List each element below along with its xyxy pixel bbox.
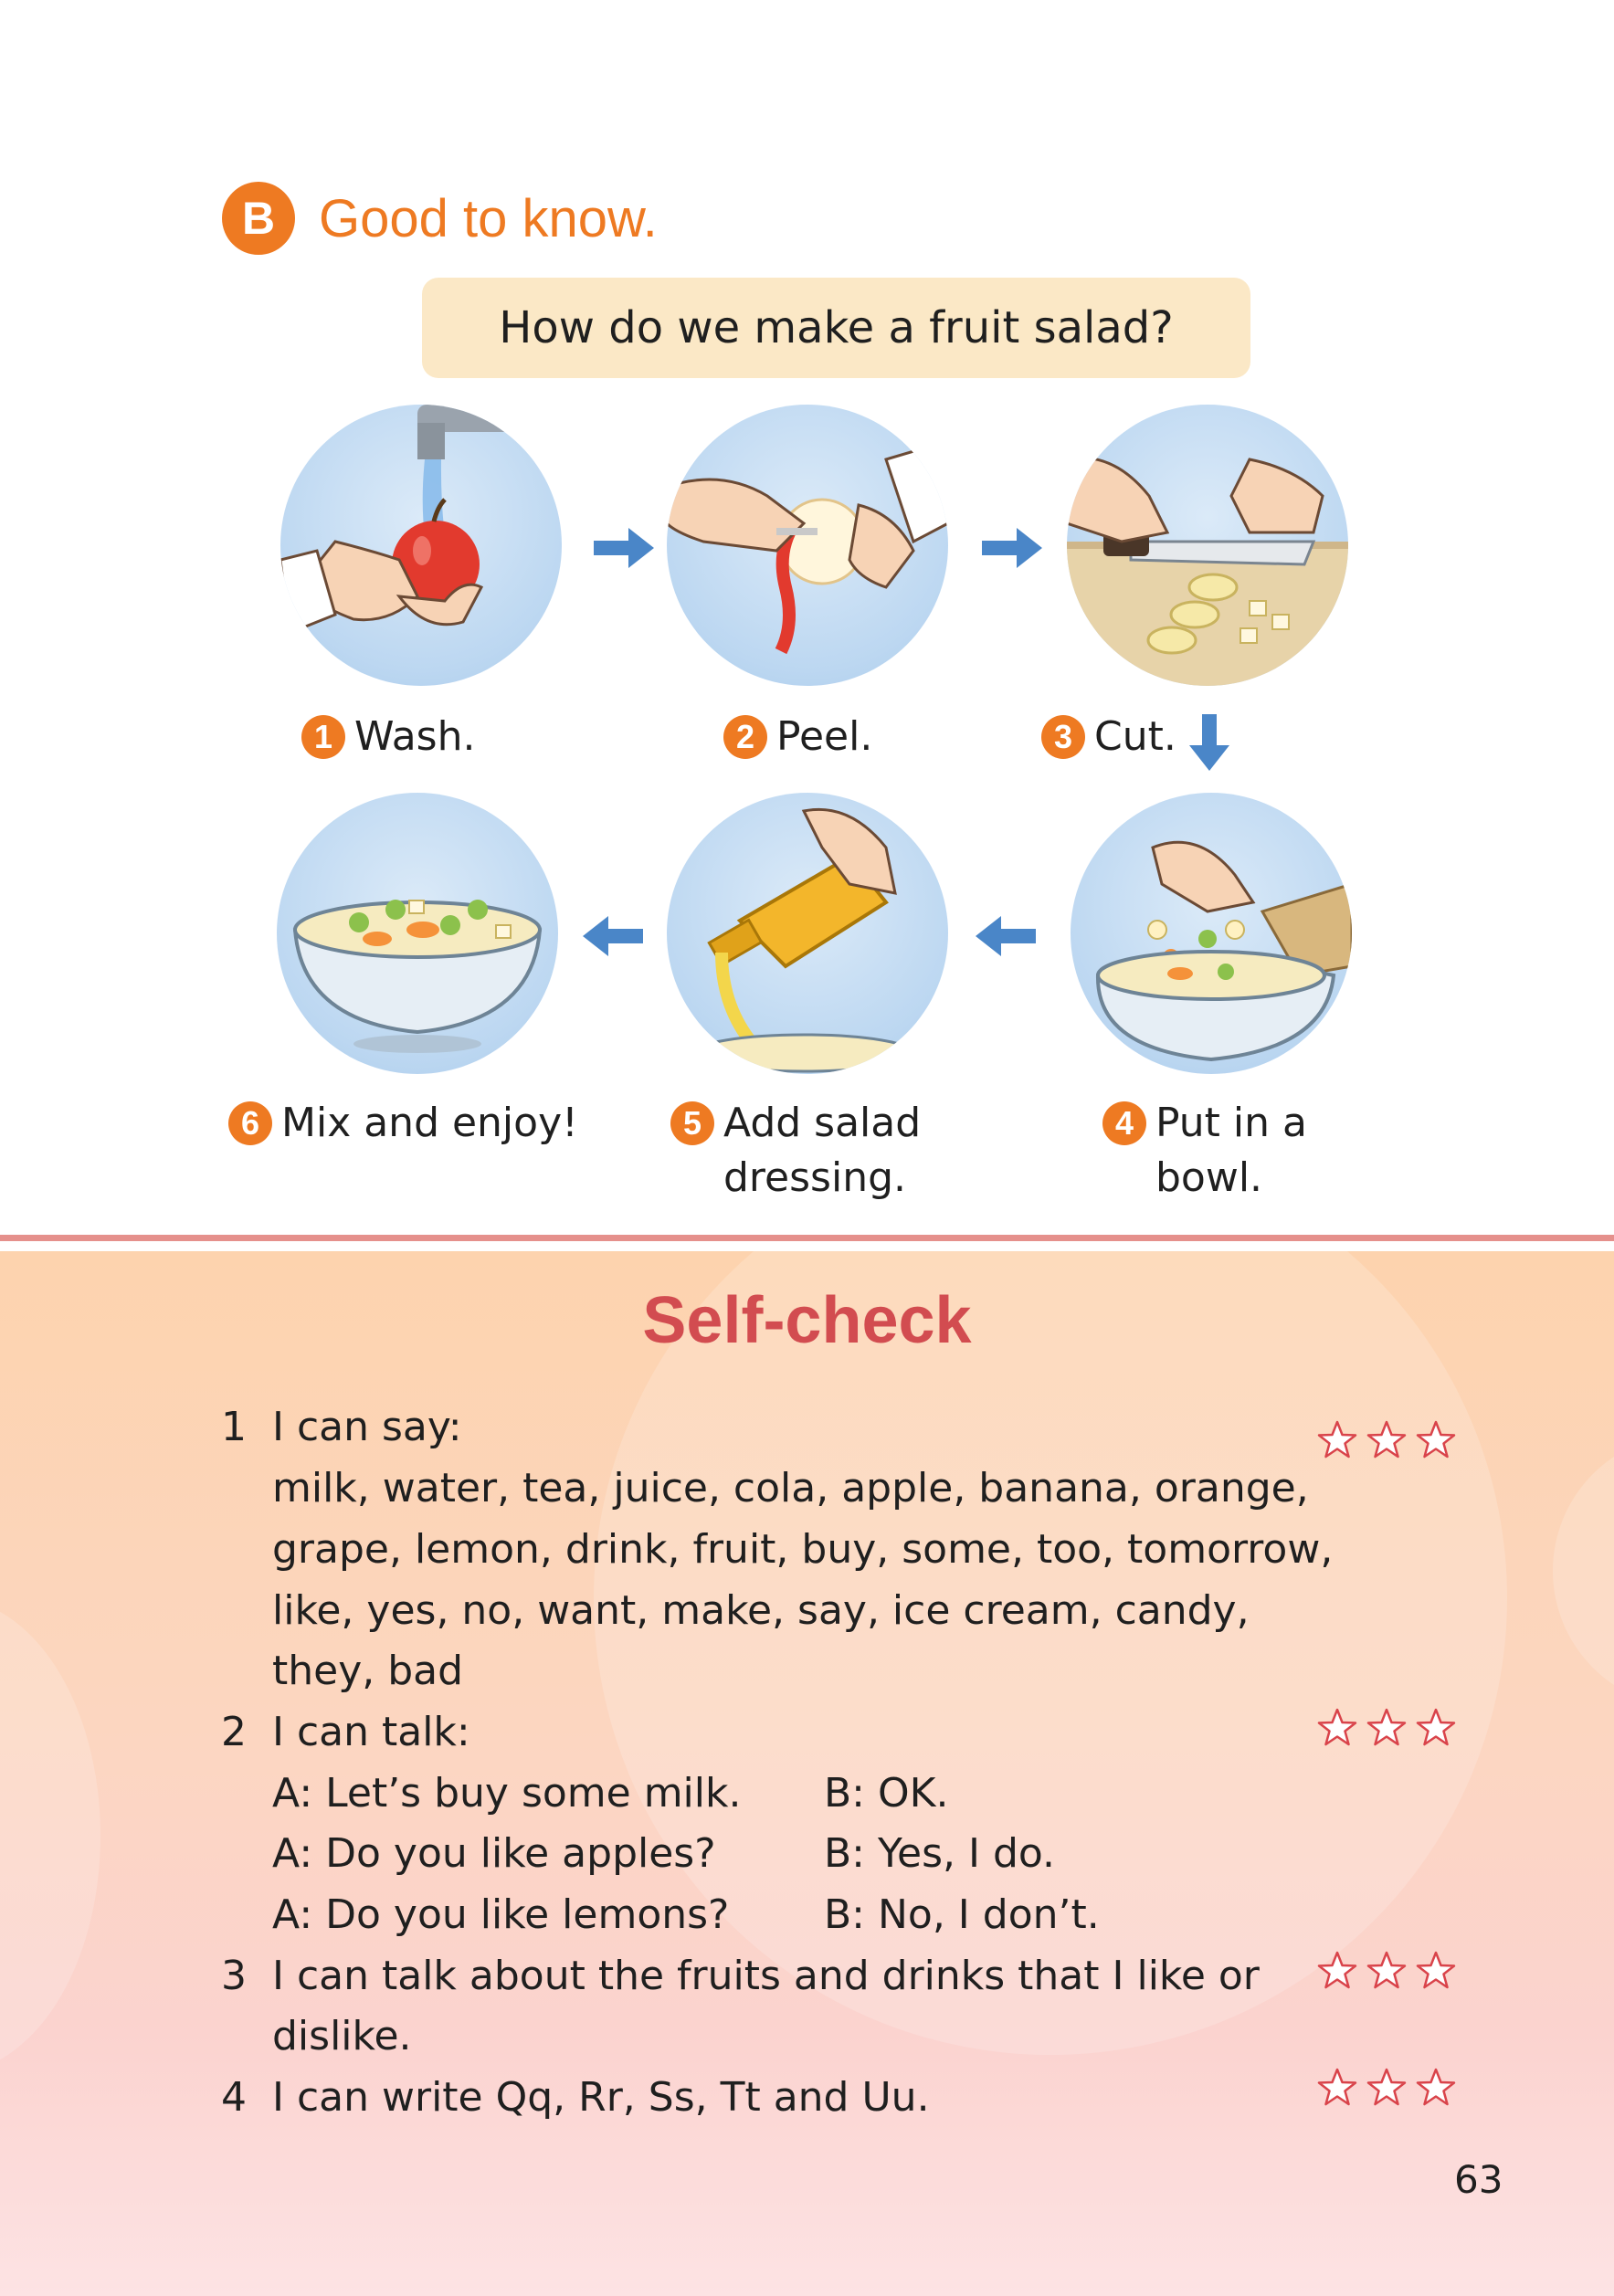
mix-illustration: [277, 793, 558, 1074]
step-text: Wash.: [354, 713, 476, 760]
item-text: like, yes, no, want, make, say, ice cream, candy,: [272, 1587, 1250, 1634]
star-icon[interactable]: [1414, 1949, 1458, 1993]
step-1-label: [301, 710, 475, 764]
arrow-left-icon: [976, 916, 1036, 956]
step-number-badge: 6: [228, 1101, 272, 1145]
step-3-label: [1041, 710, 1176, 764]
star-icon[interactable]: [1315, 2066, 1359, 2110]
dialog-b: B: No, I don’t.: [824, 1891, 1100, 1938]
star-rating[interactable]: [1315, 1949, 1458, 1993]
step-number-badge: 3: [1041, 715, 1085, 759]
step-text: Mix and enjoy!: [281, 1100, 578, 1146]
star-icon[interactable]: [1365, 2066, 1408, 2110]
dialog-a: A: Let’s buy some milk.: [272, 1770, 742, 1817]
dressing-illustration: [667, 793, 948, 1074]
step-number-badge: 1: [301, 715, 345, 759]
step-5-label: [670, 1096, 921, 1206]
selfcheck-title: Self-check: [642, 1284, 972, 1357]
section-divider: [0, 1235, 1614, 1241]
dialog-b: B: Yes, I do.: [824, 1830, 1056, 1877]
star-icon[interactable]: [1365, 1949, 1408, 1993]
dialog-a: A: Do you like lemons?: [272, 1891, 730, 1938]
star-rating[interactable]: [1315, 2066, 1458, 2110]
item-text: grape, lemon, drink, fruit, buy, some, too, tomorrow,: [272, 1526, 1334, 1573]
item-text: I can write Qq, Rr, Ss, Tt and Uu.: [272, 2074, 930, 2121]
star-rating[interactable]: [1315, 1418, 1458, 1462]
star-icon[interactable]: [1414, 1706, 1458, 1750]
cut-illustration: [1067, 405, 1348, 686]
step-number-badge: 2: [723, 715, 767, 759]
page-number: 63: [1454, 2157, 1503, 2202]
step-2-label: [723, 710, 872, 764]
dialog-b: B: OK.: [824, 1770, 949, 1817]
item-text: I can say:: [272, 1404, 462, 1450]
star-icon[interactable]: [1365, 1418, 1408, 1462]
step-text: Put in a bowl.: [1155, 1100, 1307, 1201]
wash-illustration: [280, 405, 562, 686]
star-icon[interactable]: [1414, 2066, 1458, 2110]
dialog-a: A: Do you like apples?: [272, 1830, 716, 1877]
star-rating[interactable]: [1315, 1706, 1458, 1750]
step-number-badge: 4: [1102, 1101, 1146, 1145]
arrow-right-icon: [594, 528, 654, 568]
step-number-badge: 5: [670, 1101, 714, 1145]
section-title: Good to know.: [319, 188, 658, 248]
arrow-left-icon: [583, 916, 643, 956]
star-icon[interactable]: [1315, 1418, 1359, 1462]
section-header: [222, 186, 658, 250]
decor-circle: [0, 1598, 100, 2073]
question-text: How do we make a fruit salad?: [499, 302, 1174, 353]
item-text: dislike.: [272, 2013, 412, 2059]
step-text: Peel.: [776, 713, 873, 760]
item-number: 3: [221, 1953, 247, 1999]
decor-circle: [1553, 1434, 1614, 1708]
item-text: I can talk:: [272, 1709, 470, 1755]
star-icon[interactable]: [1315, 1706, 1359, 1750]
star-icon[interactable]: [1315, 1949, 1359, 1993]
star-icon[interactable]: [1365, 1706, 1408, 1750]
question-box: [422, 278, 1250, 378]
arrow-right-icon: [982, 528, 1042, 568]
bowl-illustration: [1071, 793, 1352, 1074]
step-6-label: [228, 1096, 578, 1151]
item-text: milk, water, tea, juice, cola, apple, banana, orange,: [272, 1465, 1309, 1511]
step-text: Cut.: [1094, 713, 1176, 760]
item-text: they, bad: [272, 1648, 464, 1694]
peel-illustration: [667, 405, 948, 686]
section-letter-badge: B: [222, 182, 295, 255]
star-icon[interactable]: [1414, 1418, 1458, 1462]
step-text: Add salad dressing.: [723, 1100, 922, 1201]
item-number: 4: [221, 2074, 247, 2121]
arrow-down-icon: [1189, 714, 1229, 771]
item-number: 2: [221, 1709, 247, 1755]
item-text: I can talk about the fruits and drinks that I like or: [272, 1953, 1260, 1999]
item-number: 1: [221, 1404, 247, 1450]
step-4-label: [1102, 1096, 1307, 1206]
